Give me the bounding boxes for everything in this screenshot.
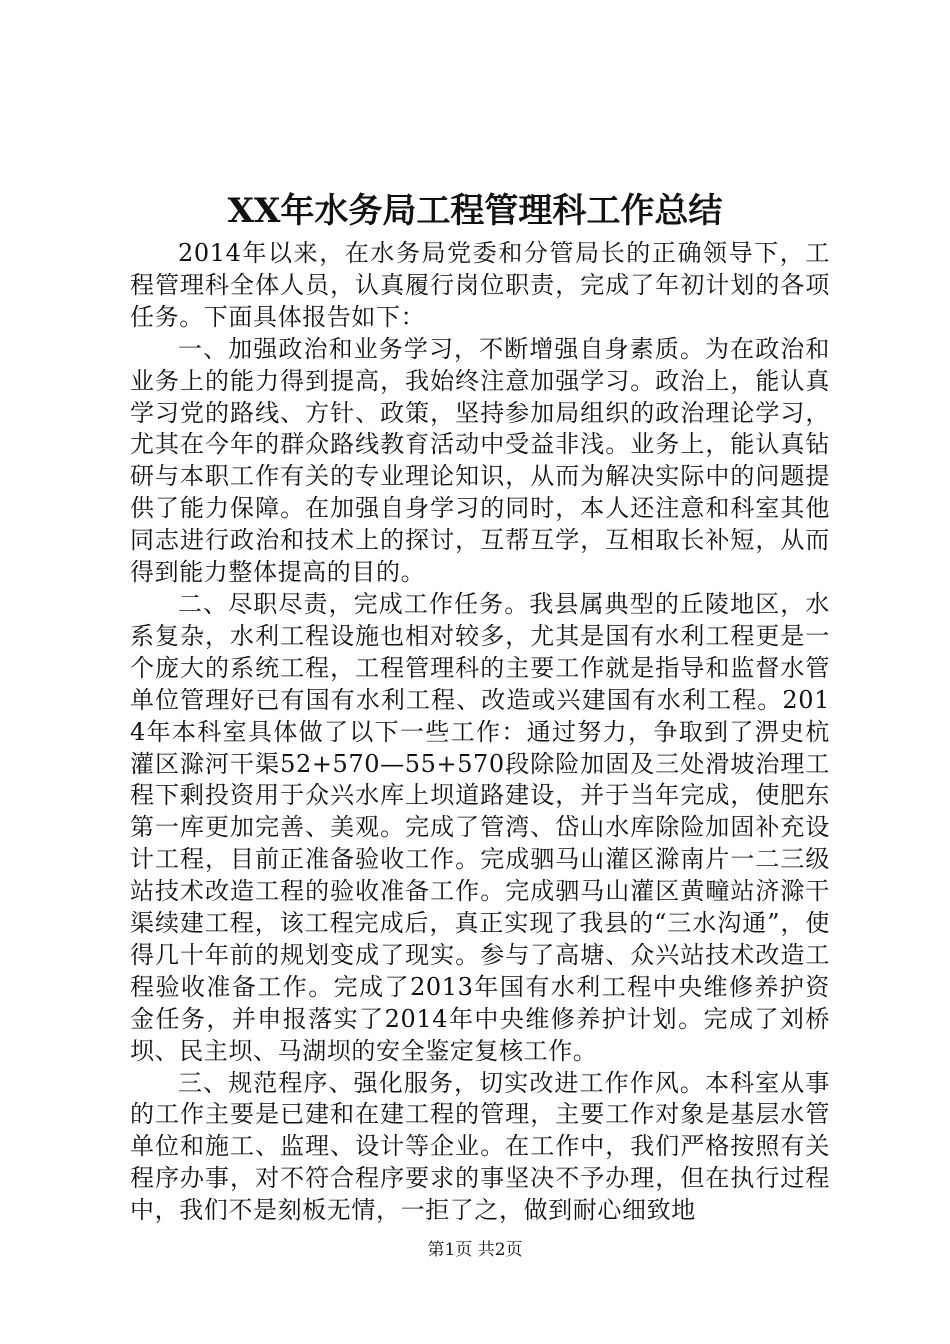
paragraph-intro: 2014年以来，在水务局党委和分管局长的正确领导下，工程管理科全体人员，认真履行岗位职责，完成了年初计划的各项任务。下面具体报告如下： bbox=[130, 239, 830, 331]
paragraph-section-2: 二、尽职尽责，完成工作任务。我县属典型的丘陵地区，水系复杂，水利工程设施也相对较多，尤其是国有水利工程更是一个庞大的系统工程，工程管理科的主要工作就是指导和监督水管单位管理好已有国有水利工程、改造或兴建国有水利工程。2014年本科室具体做了以下一些工作：通过努力，争取到了淠史杭灌区滁河干渠52+570—55+570段除险加固及三处滑坡治理工程下剩投资用于众兴水库上坝道路建设，并于当年完成，使肥东第一库更加完善、美观。完成了管湾、岱山水库除险加固补充设计工程，目前正准备验收工作。完成驷马山灌区滁南片一二三级站技术改造工程的验收准备工作。完成驷马山灌区黄疃站济滁干渠续建工程，该工程完成后，真正实现了我县的“三水沟通”，使得几十年前的规划变成了现实。参与了高塘、众兴站技术改造工程验收准备工作。完成了2013年国有水利工程中央维修养护资金任务，并申报落实了2014年中央维修养护计划。完成了刘桥坝、民主坝、马湖坝的安全鉴定复核工作。 bbox=[130, 589, 830, 1065]
page-footer: 第1页 共2页 bbox=[427, 1240, 523, 1260]
paragraph-section-3: 三、规范程序、强化服务，切实改进工作作风。本科室从事的工作主要是已建和在建工程的管理，主要工作对象是基层水管单位和施工、监理、设计等企业。在工作中，我们严格按照有关程序办事，对不符合程序要求的事坚决不予办理，但在执行过程中，我们不是刻板无情，一拒了之，做到耐心细致地 bbox=[130, 1068, 830, 1225]
document-body bbox=[130, 238, 830, 1227]
paragraph-section-1: 一、加强政治和业务学习，不断增强自身素质。为在政治和业务上的能力得到提高，我始终注意加强学习。政治上，能认真学习党的路线、方针、政策，坚持参加局组织的政治理论学习，尤其在今年的群众路线教育活动中受益非浅。业务上，能认真钻研与本职工作有关的专业理论知识，从而为解决实际中的问题提供了能力保障。在加强自身学习的同时，本人还注意和科室其他同志进行政治和技术上的探讨，互帮互学，互相取长补短，从而得到能力整体提高的目的。 bbox=[130, 334, 830, 587]
document-title: XX年水务局工程管理科工作总结 bbox=[227, 191, 723, 231]
